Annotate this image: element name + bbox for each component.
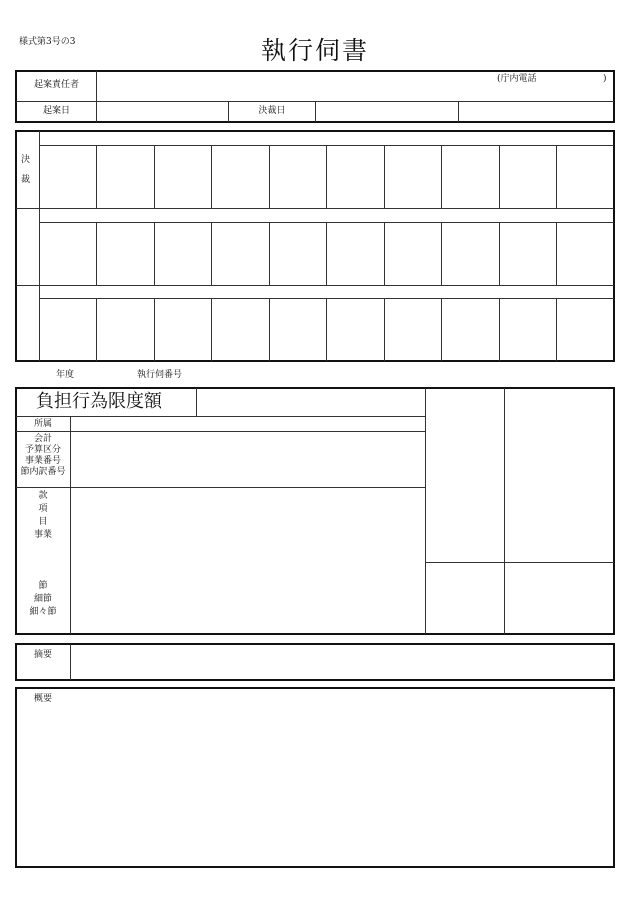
approval-label-2: 裁 bbox=[21, 175, 31, 185]
extra-field[interactable] bbox=[459, 102, 614, 122]
category-line: 款 bbox=[38, 491, 48, 501]
approval-label-1: 決 bbox=[21, 155, 31, 165]
page-title: 執行伺書 bbox=[260, 36, 369, 65]
execution-number-label: 執行伺番号 bbox=[137, 370, 183, 380]
draft-date-label: 起案日 bbox=[42, 106, 70, 116]
dept-label: 所属 bbox=[33, 419, 52, 429]
category-field[interactable] bbox=[71, 488, 425, 634]
fiscal-year-label: 年度 bbox=[56, 370, 75, 380]
accounting-line: 予算区分 bbox=[24, 445, 61, 455]
category-line: 目 bbox=[38, 517, 48, 527]
form-number: 様式第3号の3 bbox=[19, 37, 76, 47]
drafter-label: 起案責任者 bbox=[33, 80, 79, 90]
category-labels bbox=[16, 490, 70, 542]
accounting-field[interactable] bbox=[71, 432, 425, 487]
phone-close: ) bbox=[603, 74, 607, 84]
summary-field[interactable] bbox=[71, 644, 614, 680]
accounting-labels bbox=[16, 434, 70, 478]
section-line: 節 bbox=[38, 581, 48, 591]
draft-date-field[interactable] bbox=[97, 102, 228, 122]
section-line: 細節 bbox=[33, 594, 52, 604]
section-line: 細々節 bbox=[29, 607, 57, 617]
accounting-line: 会計 bbox=[33, 434, 52, 444]
budget-heading: 負担行為限度額 bbox=[36, 391, 162, 412]
decision-date-label: 決裁日 bbox=[258, 106, 286, 116]
category-line: 項 bbox=[38, 504, 48, 514]
overview-box[interactable] bbox=[15, 687, 615, 868]
decision-date-field[interactable] bbox=[316, 102, 458, 122]
overview-label: 概要 bbox=[33, 694, 52, 704]
phone-label: (庁内電話 bbox=[497, 74, 537, 84]
accounting-line: 事業番号 bbox=[24, 456, 61, 466]
accounting-line: 節内訳番号 bbox=[20, 467, 66, 477]
dept-field[interactable] bbox=[71, 417, 425, 431]
budget-amount-field[interactable] bbox=[197, 388, 425, 416]
section-labels bbox=[16, 580, 70, 619]
approval-grid bbox=[15, 130, 615, 362]
summary-label: 摘要 bbox=[33, 650, 52, 660]
category-line: 事業 bbox=[33, 530, 52, 540]
